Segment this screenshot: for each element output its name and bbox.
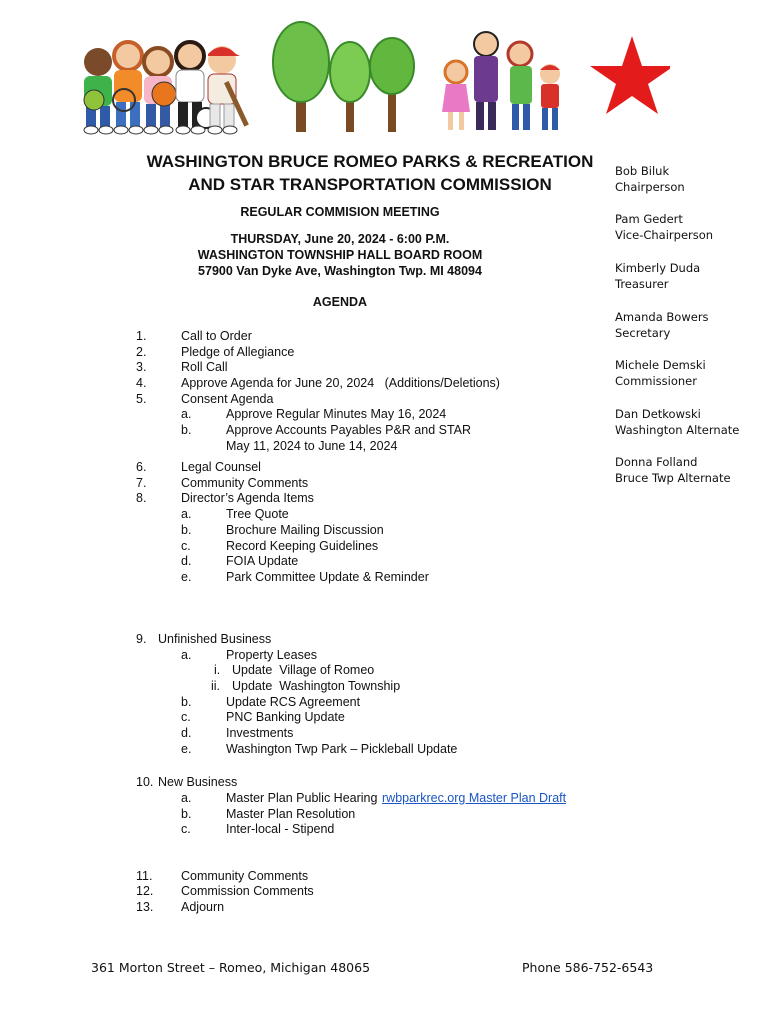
item-text: Park Committee Update & Reminder	[226, 570, 429, 584]
item-text: Adjourn	[181, 900, 225, 914]
item-letter: a.	[181, 507, 192, 521]
item-text: Pledge of Allegiance	[181, 345, 295, 359]
item-text: Washington Twp Park – Pickleball Update	[226, 742, 458, 756]
item-letter: b.	[181, 695, 192, 709]
meeting-address: 57900 Van Dyke Ave, Washington Twp. MI 48094	[198, 264, 482, 278]
member-name: Kimberly Duda	[615, 261, 701, 275]
item-letter: d.	[181, 554, 192, 568]
item-roman: i.	[214, 663, 221, 677]
item-text: May 11, 2024 to June 14, 2024	[226, 439, 398, 453]
item-number: 2.	[136, 345, 147, 359]
item-text: Master Plan Public Hearing	[226, 791, 378, 805]
item-text: Inter-local - Stipend	[226, 822, 335, 836]
item-text: Approve Agenda for June 20, 2024 (Additions/Deletions)	[181, 376, 500, 390]
item-text: Approve Accounts Payables P&R and STAR	[226, 423, 472, 437]
item-number: 12.	[136, 884, 154, 898]
meeting-date: THURSDAY, June 20, 2024 - 6:00 P.M.	[230, 232, 450, 246]
item-text: Unfinished Business	[158, 632, 272, 646]
item-letter: b.	[181, 523, 192, 537]
item-text: Brochure Mailing Discussion	[226, 523, 384, 537]
item-letter: a.	[181, 791, 192, 805]
member-role: Secretary	[615, 326, 671, 340]
item-letter: a.	[181, 648, 192, 662]
item-text: Tree Quote	[226, 507, 289, 521]
item-text: Update RCS Agreement	[226, 695, 361, 709]
item-letter: b.	[181, 807, 192, 821]
item-letter: a.	[181, 407, 192, 421]
item-number: 7.	[136, 476, 147, 490]
member-role: Bruce Twp Alternate	[615, 471, 731, 485]
item-letter: e.	[181, 742, 192, 756]
item-text: PNC Banking Update	[226, 710, 345, 724]
member-name: Michele Demski	[615, 358, 706, 372]
member-role: Treasurer	[615, 277, 669, 291]
item-number: 3.	[136, 360, 147, 374]
item-text: Update Washington Township	[232, 679, 401, 693]
item-number: 10.	[136, 775, 154, 789]
member-name: Amanda Bowers	[615, 310, 709, 324]
item-text: Approve Regular Minutes May 16, 2024	[226, 407, 447, 421]
item-number: 13.	[136, 900, 154, 914]
item-text: Director’s Agenda Items	[181, 491, 314, 505]
item-text: Legal Counsel	[181, 460, 261, 474]
item-text: Record Keeping Guidelines	[226, 539, 379, 553]
member-role: Washington Alternate	[615, 423, 740, 437]
member-name: Dan Detkowski	[615, 407, 701, 421]
agenda-heading: AGENDA	[312, 295, 368, 309]
item-number: 5.	[136, 392, 147, 406]
item-text: Property Leases	[226, 648, 318, 662]
member-name: Donna Folland	[615, 455, 698, 469]
item-text: Consent Agenda	[181, 392, 274, 406]
item-text: Investments	[226, 726, 294, 740]
item-letter: c.	[181, 539, 191, 553]
title-line-1: WASHINGTON BRUCE ROMEO PARKS & RECREATION	[146, 152, 594, 171]
item-text: Roll Call	[181, 360, 228, 374]
member-role: Vice-Chairperson	[615, 228, 714, 242]
item-number: 8.	[136, 491, 147, 505]
item-text: Update Village of Romeo	[232, 663, 375, 677]
meeting-type: REGULAR COMMISION MEETING	[240, 205, 440, 219]
item-text: Community Comments	[181, 476, 309, 490]
master-plan-draft-link[interactable]: rwbparkrec.org Master Plan Draft	[382, 791, 567, 805]
member-name: Pam Gedert	[615, 212, 683, 226]
footer-phone: Phone 586-752-6543	[522, 960, 654, 975]
member-name: Bob Biluk	[615, 164, 670, 178]
member-role: Chairperson	[615, 180, 685, 194]
item-text: Master Plan Resolution	[226, 807, 356, 821]
item-letter: e.	[181, 570, 192, 584]
item-text: Community Comments	[181, 869, 309, 883]
item-number: 11.	[136, 869, 153, 883]
item-letter: d.	[181, 726, 192, 740]
footer-address: 361 Morton Street – Romeo, Michigan 48065	[91, 960, 371, 975]
member-role: Commissioner	[615, 374, 697, 388]
item-roman: ii.	[211, 679, 221, 693]
item-letter: b.	[181, 423, 192, 437]
item-text: Call to Order	[181, 329, 252, 343]
item-text: FOIA Update	[226, 554, 299, 568]
item-letter: c.	[181, 710, 191, 724]
meeting-location: WASHINGTON TOWNSHIP HALL BOARD ROOM	[197, 248, 483, 262]
item-letter: c.	[181, 822, 191, 836]
item-text: New Business	[158, 775, 238, 789]
title-line-2: AND STAR TRANSPORTATION COMMISSION	[188, 175, 552, 194]
item-text: Commission Comments	[181, 884, 314, 898]
item-number: 1.	[136, 329, 147, 343]
item-number: 4.	[136, 376, 147, 390]
item-number: 9.	[136, 632, 147, 646]
item-number: 6.	[136, 460, 147, 474]
